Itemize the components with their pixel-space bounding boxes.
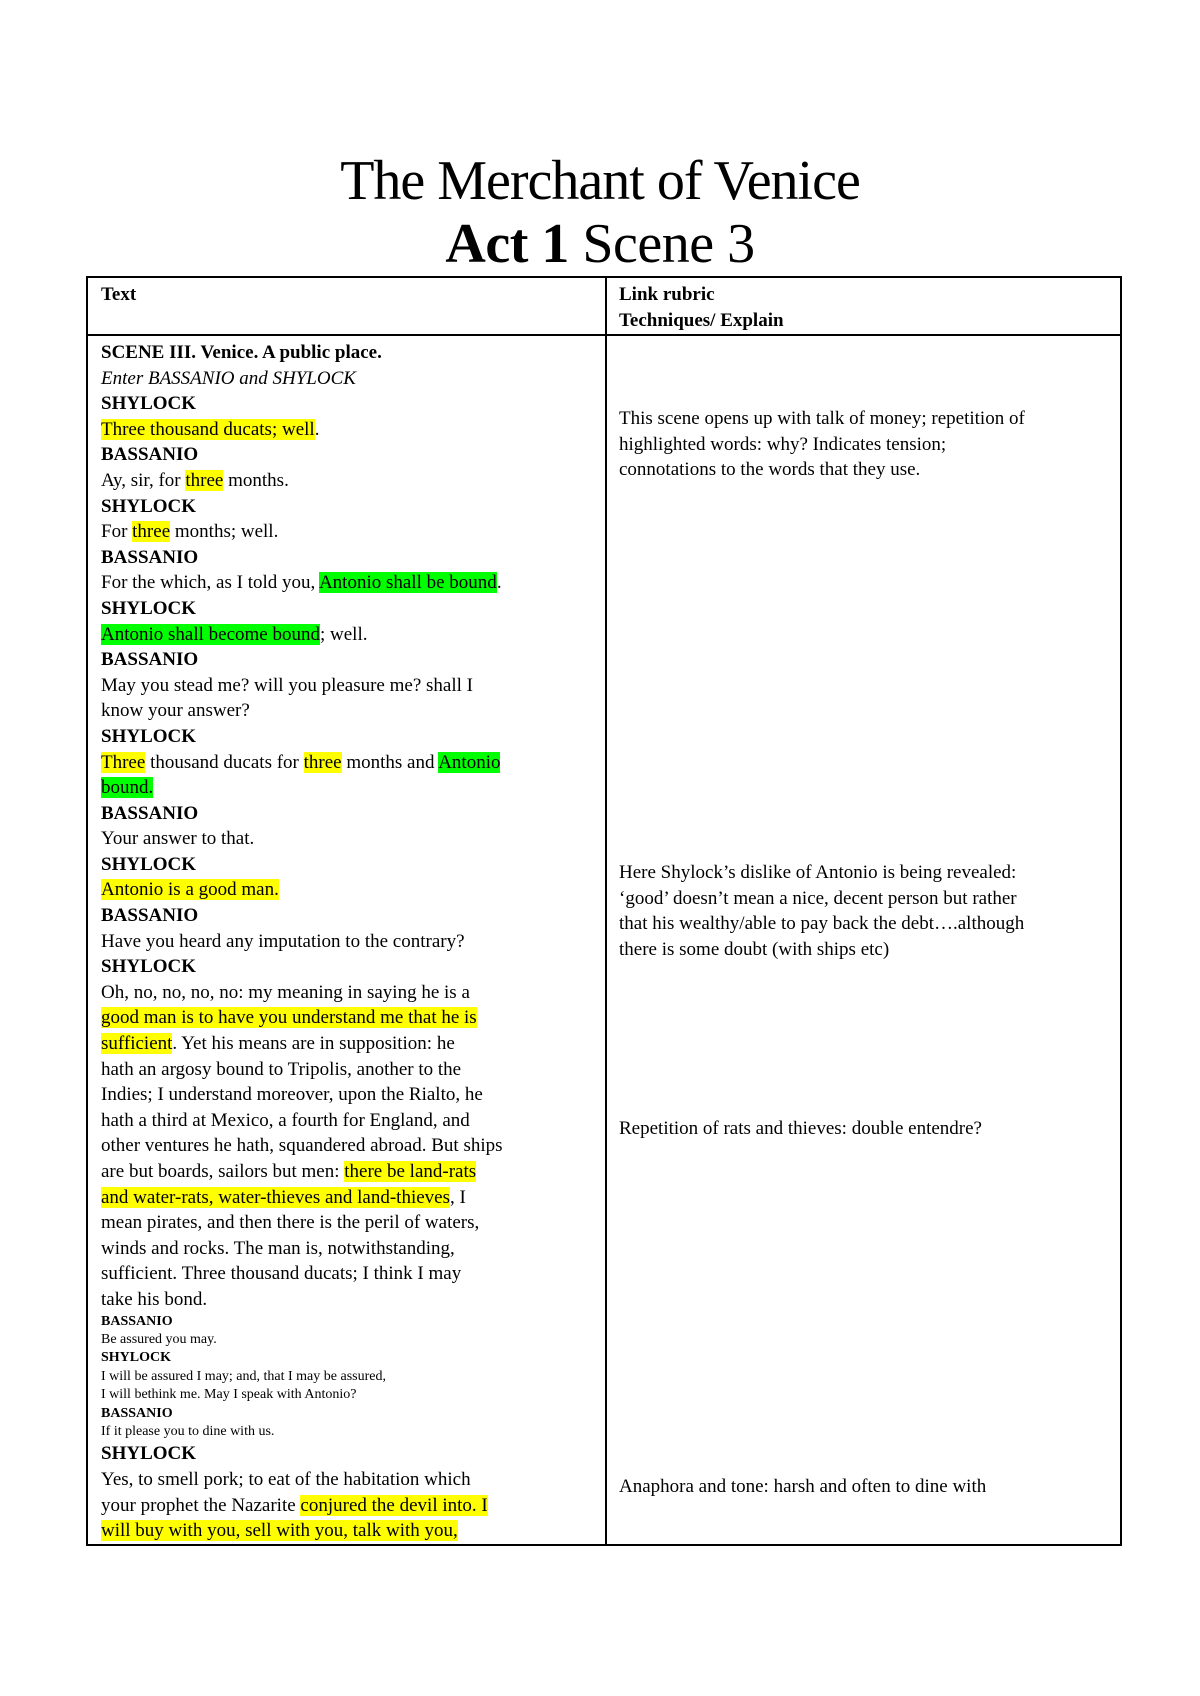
note-line: connotations to the words that they use.	[619, 459, 921, 481]
line-text: take his bond.	[101, 1288, 208, 1310]
script-line	[101, 596, 605, 622]
script-line	[101, 954, 605, 980]
line-text: your prophet the Nazarite	[101, 1494, 301, 1516]
line-text: Ay, sir, for	[101, 469, 186, 491]
play-text-small	[101, 1313, 605, 1442]
script-line	[101, 519, 605, 545]
script-line	[101, 801, 605, 827]
speaker-name: SHYLOCK	[101, 853, 197, 875]
line-text: thousand ducats for	[145, 751, 304, 773]
line-text: I will bethink me. May I speak with Antonio?	[101, 1387, 357, 1403]
highlighted-text: three	[132, 521, 171, 543]
speaker-name: SHYLOCK	[101, 956, 197, 978]
document-title-block	[0, 150, 1200, 276]
table-body-row	[87, 335, 1121, 1545]
note-line: Repetition of rats and thieves: double entendre?	[619, 1118, 982, 1139]
script-line	[101, 647, 605, 673]
line-text: Oh, no, no, no, no: my meaning in saying he is a	[101, 981, 470, 1003]
line-text: I will be assured I may; and, that I may be assured,	[101, 1368, 386, 1384]
play-text-end	[101, 1441, 605, 1543]
script-line	[101, 1082, 605, 1108]
highlighted-text: Antonio is a good man.	[101, 879, 279, 901]
script-line	[101, 1331, 605, 1349]
script-line	[101, 1159, 605, 1185]
line-text: other ventures he hath, squandered abroad. But ships	[101, 1135, 503, 1157]
speaker-name: SHYLOCK	[101, 597, 197, 619]
script-line	[101, 929, 605, 955]
script-line	[101, 570, 605, 596]
highlighted-text: sufficient	[101, 1033, 173, 1055]
highlighted-text: three	[185, 469, 224, 491]
header-text-label: Text	[101, 284, 137, 305]
line-text: Have you heard any imputation to the contrary?	[101, 930, 465, 952]
header-link-rubric	[606, 277, 1121, 335]
note-line: that his wealthy/able to pay back the debt….although	[619, 913, 1025, 935]
line-text: ; well.	[320, 623, 368, 645]
script-line	[101, 1386, 605, 1404]
highlighted-text: Three thousand ducats; well	[101, 418, 315, 440]
highlighted-text: conjured the devil into. I	[300, 1494, 488, 1516]
script-line	[101, 391, 605, 417]
speaker-name: BASSANIO	[101, 444, 199, 466]
line-text: sufficient. Three thousand ducats; I think I may	[101, 1263, 462, 1285]
highlighted-text: Antonio shall be bound	[318, 572, 497, 594]
highlighted-text: three	[303, 751, 342, 773]
highlighted-text: bound.	[101, 777, 154, 799]
script-line	[101, 366, 605, 392]
speaker-name: BASSANIO	[101, 546, 199, 568]
script-line	[101, 1518, 605, 1544]
script-line	[101, 1287, 605, 1313]
script-line	[101, 980, 605, 1006]
script-line	[101, 1349, 605, 1367]
note-line: there is some doubt (with ships etc)	[619, 938, 890, 960]
script-line	[101, 750, 605, 776]
speaker-name: BASSANIO	[101, 649, 199, 671]
line-text: winds and rocks. The man is, notwithstanding,	[101, 1237, 455, 1259]
line-text: For the which, as I told you,	[101, 572, 319, 594]
line-text: mean pirates, and then there is the peril of waters,	[101, 1212, 480, 1234]
script-line	[101, 724, 605, 750]
line-text: For	[101, 521, 133, 543]
speaker-name: SHYLOCK	[101, 1443, 197, 1465]
script-line	[101, 1441, 605, 1467]
note-line: Anaphora and tone: harsh and often to dine with	[619, 1476, 987, 1497]
line-text: hath a third at Mexico, a fourth for England, and	[101, 1109, 470, 1131]
script-line	[101, 1210, 605, 1236]
script-line	[101, 1423, 605, 1441]
speaker-name: SHYLOCK	[101, 393, 197, 415]
line-text: , I	[450, 1186, 466, 1208]
line-text: months.	[223, 469, 289, 491]
script-line	[101, 673, 605, 699]
line-text: know your answer?	[101, 700, 250, 722]
script-line	[101, 1133, 605, 1159]
script-line	[101, 1493, 605, 1519]
note-line: ‘good’ doesn’t mean a nice, decent person but rather	[619, 887, 1017, 909]
script-line	[101, 1185, 605, 1211]
line-text: If it please you to dine with us.	[101, 1424, 275, 1439]
script-line	[101, 1005, 605, 1031]
note-shylock-dislike	[619, 860, 1110, 962]
line-text: hath an argosy bound to Tripolis, another to the	[101, 1058, 462, 1080]
note-anaphora	[619, 1474, 1110, 1500]
line-text: Yes, to smell pork; to eat of the habitation which	[101, 1469, 471, 1490]
scene-label: Scene 3	[568, 213, 755, 275]
highlighted-text: there be land-rats	[344, 1161, 477, 1182]
line-text: .	[496, 572, 502, 594]
script-line	[101, 622, 605, 648]
note-rats-thieves	[619, 1116, 1110, 1142]
line-text: Indies; I understand moreover, upon the Rialto, he	[101, 1084, 483, 1106]
highlighted-text: and water-rats, water-thieves and land-thieves	[101, 1186, 451, 1208]
note-line: Here Shylock’s dislike of Antonio is being revealed:	[619, 862, 1017, 883]
script-line	[101, 698, 605, 724]
script-line	[101, 1108, 605, 1134]
script-line	[101, 1057, 605, 1083]
script-line	[101, 903, 605, 929]
script-line	[101, 417, 605, 443]
act-label: Act 1	[445, 213, 569, 275]
highlighted-text: Antonio	[438, 751, 501, 773]
line-text: Be assured you may.	[101, 1331, 217, 1347]
speaker-name: SCENE III. Venice. A public place.	[101, 342, 382, 363]
script-line	[101, 877, 605, 903]
speaker-name: BASSANIO	[101, 802, 199, 824]
highlighted-text: good man is to have you understand me that he is	[101, 1007, 477, 1029]
script-line	[101, 1236, 605, 1262]
script-line	[101, 1467, 605, 1493]
highlighted-text: Three	[101, 751, 146, 773]
line-text: . Yet his means are in supposition: he	[172, 1033, 455, 1055]
script-line	[101, 1368, 605, 1386]
script-line	[101, 775, 605, 801]
script-line	[101, 1031, 605, 1057]
play-text-main	[101, 340, 605, 1313]
speaker-name: SHYLOCK	[101, 1350, 172, 1366]
highlighted-text: Antonio shall become bound	[101, 623, 320, 645]
highlighted-text: will buy with you, sell with you, talk with you,	[101, 1520, 458, 1542]
annotation-table	[86, 276, 1122, 1546]
script-line	[101, 494, 605, 520]
script-line	[101, 442, 605, 468]
note-line: This scene opens up with talk of money; repetition of	[619, 408, 1025, 429]
header-techniques-label: Techniques/ Explain	[619, 310, 784, 331]
header-text	[87, 277, 606, 335]
play-text-cell	[87, 335, 606, 1545]
line-text: are but boards, sailors but men:	[101, 1161, 345, 1182]
table-header-row	[87, 277, 1121, 335]
note-money-talk	[619, 406, 1110, 483]
speaker-name: SHYLOCK	[101, 495, 197, 517]
notes-cell	[606, 335, 1121, 1545]
line-text: .	[314, 418, 320, 440]
line-text: months; well.	[170, 521, 279, 543]
speaker-name: SHYLOCK	[101, 725, 197, 747]
script-line	[101, 1261, 605, 1287]
script-line	[101, 340, 605, 366]
speaker-name: BASSANIO	[101, 905, 199, 927]
speaker-name: BASSANIO	[101, 1405, 173, 1421]
line-text: months and	[341, 751, 439, 773]
script-line	[101, 1405, 605, 1423]
script-line	[101, 852, 605, 878]
script-line	[101, 826, 605, 852]
document-subtitle	[0, 212, 1200, 276]
script-line	[101, 1313, 605, 1331]
speaker-name: BASSANIO	[101, 1313, 173, 1329]
document-title: The Merchant of Venice	[340, 150, 860, 212]
line-text: May you stead me? will you pleasure me? shall I	[101, 674, 473, 696]
note-line: highlighted words: why? Indicates tension;	[619, 433, 947, 455]
script-line	[101, 468, 605, 494]
header-rubric-label: Link rubric	[619, 284, 715, 305]
script-line	[101, 545, 605, 571]
stage-direction: Enter BASSANIO and SHYLOCK	[101, 367, 356, 389]
line-text: Your answer to that.	[101, 828, 255, 850]
